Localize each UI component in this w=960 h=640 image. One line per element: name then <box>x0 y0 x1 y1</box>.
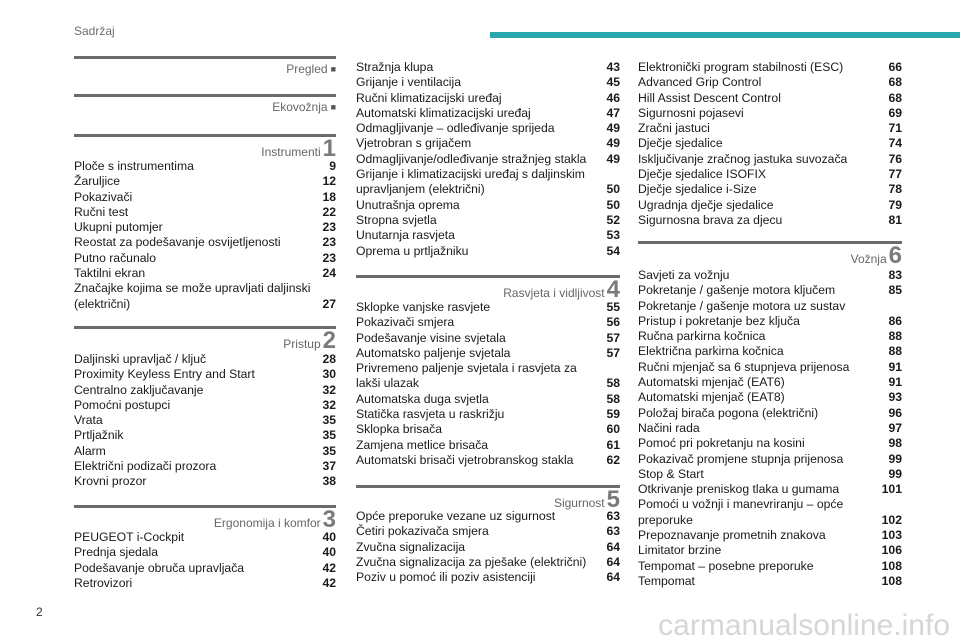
section-number: 4 <box>606 276 620 303</box>
toc-entry[interactable] <box>74 413 336 428</box>
toc-entry[interactable] <box>74 428 336 443</box>
toc-entry[interactable] <box>638 452 902 467</box>
toc-entry-title: Retrovizori <box>74 575 133 590</box>
toc-entry-title: Dječje sjedalice ISOFIX <box>638 167 767 182</box>
toc-entry-page: 64 <box>606 554 620 569</box>
toc-entry-title: Elektronički program stabilnosti (ESC) <box>638 60 844 74</box>
toc-entry[interactable] <box>74 190 336 205</box>
toc-entry[interactable] <box>638 268 902 283</box>
toc-entry-page: 45 <box>606 75 620 90</box>
toc-entry-page: 28 <box>322 352 336 366</box>
toc-entry[interactable] <box>638 136 902 151</box>
toc-entry-title: Stražnja klupa <box>356 60 434 74</box>
toc-entry-page: 54 <box>606 243 620 258</box>
section-title-row <box>638 242 902 269</box>
toc-entry[interactable] <box>638 167 902 182</box>
toc-entry-page: 35 <box>322 443 336 458</box>
toc-entry[interactable] <box>638 497 902 528</box>
section-rule <box>74 134 336 137</box>
toc-entry[interactable] <box>356 453 620 468</box>
toc-entry-page: 58 <box>606 376 620 391</box>
toc-entry[interactable] <box>74 474 336 489</box>
toc-entry-title: Stropna svjetla <box>356 212 437 227</box>
toc-entry-title: Oprema u prtljažniku <box>356 243 469 258</box>
toc-entry-page: 79 <box>888 197 902 212</box>
toc-entry-list <box>74 530 336 591</box>
toc-entry[interactable] <box>356 315 620 330</box>
toc-entry-page: 64 <box>606 570 620 585</box>
toc-entry-title: Tempomat <box>638 573 695 588</box>
toc-entry[interactable] <box>638 467 902 482</box>
toc-entry[interactable] <box>356 361 620 392</box>
toc-entry[interactable] <box>356 75 620 90</box>
toc-entry-page: 22 <box>322 204 336 219</box>
toc-entry[interactable] <box>74 545 336 560</box>
section-rule <box>638 241 902 244</box>
toc-entry-title: Pokazivači smjera <box>356 315 455 330</box>
toc-entry-title: Položaj birača pogona (električni) <box>638 405 819 420</box>
section-heading <box>74 505 336 531</box>
toc-entry[interactable] <box>638 360 902 375</box>
toc-entry-page: 62 <box>606 452 620 467</box>
toc-entry[interactable] <box>356 60 620 75</box>
toc-entry-list <box>356 60 620 259</box>
toc-entry-title: Otkrivanje preniskog tlaka u gumama <box>638 482 840 497</box>
toc-entry-page: 59 <box>606 407 620 422</box>
toc-entry-page: 23 <box>322 235 336 250</box>
toc-entry-page: 88 <box>888 344 902 359</box>
toc-entry-title: Pomoćni postupci <box>74 397 171 412</box>
toc-entry-title: Unutarnja rasvjeta <box>356 228 455 243</box>
toc-entry-title: Električni podizači prozora <box>74 459 217 474</box>
toc-entry-title: Automatski mjenjač (EAT8) <box>638 390 785 405</box>
toc-entry-list <box>356 509 620 585</box>
toc-entry-page: 108 <box>881 573 902 588</box>
toc-entry-page: 46 <box>606 90 620 105</box>
toc-entry-page: 93 <box>888 390 902 405</box>
toc-entry-title: Privremeno paljenje svjetala i rasvjeta za lakši ulazak <box>356 361 577 391</box>
toc-entry[interactable] <box>638 283 902 298</box>
section-title: Pristup <box>283 337 321 351</box>
toc-entry-title: Grijanje i ventilacija <box>356 75 461 90</box>
toc-entry-page: 40 <box>322 545 336 560</box>
toc-entry-title: Reostat za podešavanje osvijetljenosti <box>74 235 281 250</box>
section-heading <box>74 56 336 77</box>
toc-entry-page: 38 <box>322 474 336 489</box>
toc-entry-title: Zračni jastuci <box>638 121 710 136</box>
toc-entry-title: Vjetrobran s grijačem <box>356 136 472 151</box>
toc-entry-page: 77 <box>888 167 902 182</box>
toc-entry-page: 24 <box>322 266 336 281</box>
toc-entry-title: Žaruljice <box>74 174 121 189</box>
toc-entry-title: Četiri pokazivača smjera <box>356 524 489 539</box>
toc-entry-title: Automatski brisači vjetrobranskog stakla <box>356 452 574 467</box>
toc-entry-page: 86 <box>888 313 902 328</box>
toc-entry-title: Odmagljivanje/odleđivanje stražnjeg stakla <box>356 151 587 166</box>
toc-entry-page: 32 <box>322 382 336 397</box>
toc-entry[interactable] <box>74 174 336 189</box>
toc-entry-title: Prednja sjedala <box>74 545 159 560</box>
toc-entry-page: 99 <box>888 451 902 466</box>
section-title-row <box>356 486 620 513</box>
toc-entry-title: Ploče s instrumentima <box>74 159 194 173</box>
section-square-marker: ■ <box>330 101 336 112</box>
toc-entry-page: 57 <box>606 345 620 360</box>
section-heading <box>638 241 902 267</box>
toc-entry-page: 71 <box>888 121 902 136</box>
toc-entry[interactable] <box>356 509 620 524</box>
toc-entry-title: Grijanje i klimatizacijski uređaj s daljinskim upravljanjem (električni) <box>356 167 585 197</box>
toc-entry[interactable] <box>638 152 902 167</box>
toc-entry-page: 49 <box>606 136 620 151</box>
section-title-row <box>74 135 336 162</box>
toc-entry-page: 50 <box>606 197 620 212</box>
toc-entry[interactable] <box>356 392 620 407</box>
toc-entry[interactable] <box>638 406 902 421</box>
section-heading <box>356 275 620 301</box>
toc-entry-title: Hill Assist Descent Control <box>638 90 781 105</box>
toc-entry-page: 58 <box>606 391 620 406</box>
toc-entry-page: 42 <box>322 575 336 590</box>
section-title-row <box>74 506 336 533</box>
section-title: Pregled <box>286 61 328 76</box>
toc-entry[interactable] <box>74 266 336 281</box>
toc-entry[interactable] <box>638 299 902 330</box>
section-title-row <box>356 276 620 303</box>
toc-entry-page: 76 <box>888 151 902 166</box>
toc-entry-title: Prtljažnik <box>74 428 124 443</box>
toc-entry-page: 23 <box>322 250 336 265</box>
toc-entry[interactable] <box>638 375 902 390</box>
section-rule <box>356 275 620 278</box>
toc-entry-title: Pokretanje / gašenje motora ključem <box>638 283 836 298</box>
section-rule <box>74 326 336 329</box>
toc-entry[interactable] <box>356 300 620 315</box>
toc-entry-page: 56 <box>606 315 620 330</box>
toc-entry-title: Statička rasvjeta u raskrižju <box>356 407 505 422</box>
toc-entry-page: 47 <box>606 105 620 120</box>
toc-entry-page: 98 <box>888 436 902 451</box>
toc-entry-title: Načini rada <box>638 420 700 435</box>
toc-entry-title: Vrata <box>74 413 103 428</box>
toc-entry-page: 96 <box>888 405 902 420</box>
toc-entry-title: Ručni mjenjač sa 6 stupnjeva prijenosa <box>638 359 850 374</box>
toc-entry[interactable] <box>74 576 336 591</box>
toc-entry-title: Ručni test <box>74 204 129 219</box>
toc-entry-page: 63 <box>606 524 620 539</box>
toc-entry-page: 12 <box>322 174 336 189</box>
section-number: 1 <box>322 135 336 162</box>
toc-entry[interactable] <box>638 390 902 405</box>
toc-entry-title: Pokazivači <box>74 189 133 204</box>
section-rule <box>74 94 336 97</box>
toc-entry[interactable] <box>638 182 902 197</box>
toc-entry[interactable] <box>638 91 902 106</box>
toc-entry-page: 30 <box>322 367 336 382</box>
toc-entry[interactable] <box>638 482 902 497</box>
toc-entry[interactable] <box>356 244 620 259</box>
toc-entry-list <box>74 159 336 312</box>
toc-entry-page: 63 <box>606 509 620 523</box>
toc-entry-title: Zvučna signalizacija <box>356 539 466 554</box>
toc-entry[interactable] <box>356 136 620 151</box>
section-rule <box>356 485 620 488</box>
section-title-row <box>74 98 336 115</box>
toc-entry[interactable] <box>638 528 902 543</box>
toc-entry-list <box>356 300 620 468</box>
toc-entry-page: 35 <box>322 428 336 443</box>
toc-entry-title: Ručna parkirna kočnica <box>638 329 766 344</box>
section-title: Vožnja <box>850 252 887 266</box>
toc-entry[interactable] <box>74 383 336 398</box>
toc-entry-page: 57 <box>606 330 620 345</box>
toc-entry-title: Sklopke vanjske rasvjete <box>356 300 491 314</box>
toc-entry-list <box>638 60 902 228</box>
section-title: Ergonomija i komfor <box>213 516 321 530</box>
toc-entry-page: 106 <box>881 543 902 558</box>
toc-entry-page: 99 <box>888 466 902 481</box>
toc-entry-page: 49 <box>606 121 620 136</box>
toc-entry-title: Unutrašnja oprema <box>356 197 460 212</box>
toc-entry-page: 27 <box>322 296 336 311</box>
toc-entry-title: Sigurnosna brava za djecu <box>638 212 783 227</box>
section-title: Sigurnost <box>553 496 605 510</box>
toc-entry[interactable] <box>638 121 902 136</box>
toc-entry-title: PEUGEOT i-Cockpit <box>74 530 185 544</box>
toc-entry-page: 23 <box>322 220 336 235</box>
toc-entry[interactable] <box>74 235 336 250</box>
toc-entry[interactable] <box>356 91 620 106</box>
toc-entry[interactable] <box>74 205 336 220</box>
toc-entry-page: 91 <box>888 359 902 374</box>
toc-entry[interactable] <box>638 60 902 75</box>
toc-entry[interactable] <box>638 75 902 90</box>
toc-entry-page: 81 <box>888 212 902 227</box>
toc-entry[interactable] <box>356 331 620 346</box>
toc-entry-page: 74 <box>888 136 902 151</box>
toc-entry[interactable] <box>638 421 902 436</box>
toc-entry-page: 37 <box>322 459 336 474</box>
toc-entry-title: Centralno zaključavanje <box>74 382 204 397</box>
toc-entry[interactable] <box>74 561 336 576</box>
toc-entry-title: Taktilni ekran <box>74 266 146 281</box>
toc-entry-title: Pomoći u vožnji i manevriranju – opće preporuke <box>638 497 844 527</box>
toc-entry-page: 102 <box>881 512 902 527</box>
toc-entry[interactable] <box>74 530 336 545</box>
section-title-row <box>74 327 336 354</box>
toc-entry[interactable] <box>356 121 620 136</box>
section-number: 2 <box>322 327 336 354</box>
toc-entry-title: Savjeti za vožnju <box>638 268 730 282</box>
toc-entry-title: Ukupni putomjer <box>74 220 163 235</box>
toc-entry-title: Daljinski upravljač / ključ <box>74 352 207 366</box>
toc-entry-page: 60 <box>606 422 620 437</box>
toc-entry-page: 83 <box>888 268 902 282</box>
toc-entry[interactable] <box>356 213 620 228</box>
page-header-title: Sadržaj <box>74 24 115 38</box>
toc-entry[interactable] <box>356 228 620 243</box>
toc-entry-title: Sigurnosni pojasevi <box>638 105 744 120</box>
toc-entry[interactable] <box>638 106 902 121</box>
toc-entry[interactable] <box>638 344 902 359</box>
toc-entry[interactable] <box>356 167 620 198</box>
toc-entry[interactable] <box>74 398 336 413</box>
toc-entry-title: Pokretanje / gašenje motora uz sustav Pristup i pokretanje bez ključa <box>638 298 846 328</box>
toc-entry-title: Automatska duga svjetla <box>356 391 489 406</box>
toc-entry-title: Pomoć pri pokretanju na kosini <box>638 436 805 451</box>
watermark-text: carmanualsonline.info <box>658 609 950 640</box>
section-title: Ekovožnja <box>272 99 328 114</box>
toc-entry-title: Značajke kojima se može upravljati daljinski (električni) <box>74 281 311 311</box>
toc-entry-page: 40 <box>322 530 336 544</box>
section-title-row <box>74 60 336 77</box>
section-square-marker: ■ <box>330 63 336 74</box>
toc-entry[interactable] <box>74 367 336 382</box>
toc-entry[interactable] <box>356 438 620 453</box>
toc-entry-title: Tempomat – posebne preporuke <box>638 558 814 573</box>
toc-entry-title: Automatski klimatizacijski uređaj <box>356 105 531 120</box>
toc-entry[interactable] <box>74 220 336 235</box>
toc-entry[interactable] <box>356 422 620 437</box>
toc-entry-title: Dječje sjedalice <box>638 136 723 151</box>
toc-entry-page: 78 <box>888 182 902 197</box>
toc-entry-page: 85 <box>888 283 902 298</box>
toc-entry-title: Isključivanje zračnog jastuka suvozača <box>638 151 848 166</box>
toc-entry-title: Ugradnja dječje sjedalice <box>638 197 774 212</box>
toc-entry-page: 18 <box>322 189 336 204</box>
toc-entry-page: 103 <box>881 528 902 543</box>
toc-entry-page: 66 <box>888 60 902 74</box>
toc-entry-page: 9 <box>329 159 336 173</box>
toc-entry-title: Opće preporuke vezane uz sigurnost <box>356 509 556 523</box>
toc-entry[interactable] <box>638 329 902 344</box>
toc-entry-title: Zvučna signalizacija za pješake (električni) <box>356 554 587 569</box>
toc-entry[interactable] <box>638 543 902 558</box>
toc-entry-page: 68 <box>888 75 902 90</box>
toc-entry[interactable] <box>638 198 902 213</box>
toc-entry[interactable] <box>356 540 620 555</box>
toc-entry-page: 97 <box>888 420 902 435</box>
toc-entry-title: Električna parkirna kočnica <box>638 344 784 359</box>
section-rule <box>74 505 336 508</box>
toc-entry-page: 32 <box>322 397 336 412</box>
toc-entry[interactable] <box>74 251 336 266</box>
section-title: Instrumenti <box>261 145 321 159</box>
toc-entry-list <box>638 268 902 589</box>
section-number: 3 <box>322 506 336 533</box>
section-heading <box>356 485 620 511</box>
toc-entry-title: Putno računalo <box>74 250 156 265</box>
toc-entry[interactable] <box>356 407 620 422</box>
toc-entry-page: 52 <box>606 212 620 227</box>
toc-entry-page: 35 <box>322 413 336 428</box>
toc-entry[interactable] <box>638 574 902 589</box>
toc-entry-page: 64 <box>606 539 620 554</box>
toc-entry-page: 68 <box>888 90 902 105</box>
toc-entry[interactable] <box>356 346 620 361</box>
toc-entry-page: 53 <box>606 228 620 243</box>
toc-entry-title: Prepoznavanje prometnih znakova <box>638 528 826 543</box>
toc-entry-title: Proximity Keyless Entry and Start <box>74 367 255 382</box>
toc-entry[interactable] <box>74 352 336 367</box>
toc-entry-title: Ručni klimatizacijski uređaj <box>356 90 502 105</box>
toc-entry[interactable] <box>356 106 620 121</box>
toc-entry-title: Alarm <box>74 443 106 458</box>
toc-entry-title: Stop & Start <box>638 466 704 481</box>
toc-entry-page: 61 <box>606 437 620 452</box>
section-number: 6 <box>888 242 902 269</box>
toc-entry-page: 91 <box>888 375 902 390</box>
toc-entry[interactable] <box>74 459 336 474</box>
section-rule <box>74 56 336 59</box>
toc-entry[interactable] <box>356 198 620 213</box>
toc-entry-page: 88 <box>888 329 902 344</box>
toc-entry-title: Odmagljivanje – odleđivanje sprijeda <box>356 121 555 136</box>
toc-entry-title: Dječje sjedalice i-Size <box>638 182 757 197</box>
toc-entry-title: Advanced Grip Control <box>638 75 762 90</box>
page-number: 2 <box>36 605 43 619</box>
toc-entry-title: Poziv u pomoć ili poziv asistenciji <box>356 570 536 585</box>
toc-entry[interactable] <box>74 159 336 174</box>
section-number: 5 <box>606 486 620 513</box>
toc-entry[interactable] <box>74 281 336 312</box>
toc-entry-title: Sklopka brisača <box>356 422 443 437</box>
toc-entry-title: Podešavanje obruča upravljača <box>74 560 245 575</box>
toc-entry[interactable] <box>356 524 620 539</box>
toc-entry-page: 43 <box>606 60 620 74</box>
toc-entry[interactable] <box>356 555 620 570</box>
toc-entry-title: Zamjena metlice brisača <box>356 437 489 452</box>
toc-entry-title: Automatsko paljenje svjetala <box>356 345 511 360</box>
toc-entry-page: 69 <box>888 105 902 120</box>
toc-entry-page: 101 <box>881 482 902 497</box>
toc-entry-page: 108 <box>881 558 902 573</box>
toc-entry-title: Limitator brzine <box>638 543 722 558</box>
toc-entry-page: 50 <box>606 182 620 197</box>
toc-entry-list <box>74 352 336 490</box>
toc-entry-title: Pokazivač promjene stupnja prijenosa <box>638 451 844 466</box>
section-heading <box>74 326 336 352</box>
toc-entry-title: Krovni prozor <box>74 474 147 489</box>
toc-entry-title: Automatski mjenjač (EAT6) <box>638 375 785 390</box>
section-heading <box>74 134 336 160</box>
toc-entry[interactable] <box>638 213 902 228</box>
toc-entry[interactable] <box>638 436 902 451</box>
section-heading <box>74 94 336 115</box>
toc-entry[interactable] <box>356 152 620 167</box>
section-title: Rasvjeta i vidljivost <box>503 286 605 300</box>
toc-entry-page: 42 <box>322 560 336 575</box>
toc-entry[interactable] <box>638 559 902 574</box>
toc-entry-page: 49 <box>606 151 620 166</box>
toc-entry-page: 55 <box>606 300 620 314</box>
header-accent-bar <box>490 32 960 38</box>
toc-entry[interactable] <box>74 444 336 459</box>
toc-entry-title: Podešavanje visine svjetala <box>356 330 506 345</box>
toc-entry[interactable] <box>356 570 620 585</box>
